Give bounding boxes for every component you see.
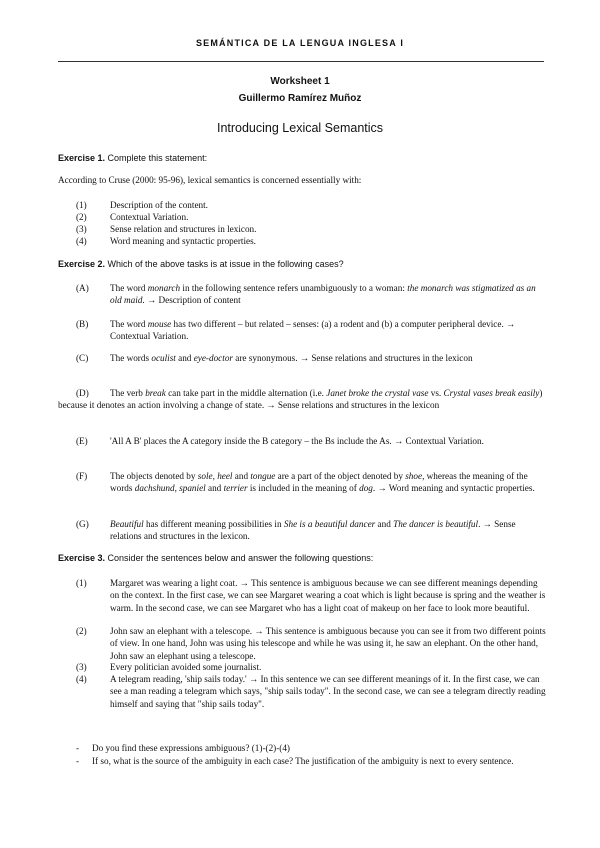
case-label: (B): [76, 319, 89, 329]
exercise-3-label: Exercise 3.: [58, 553, 106, 563]
course-header: SEMÁNTICA DE LA LENGUA INGLESA I: [195, 38, 405, 48]
exercise-1-heading: [58, 153, 548, 163]
case-text: The words oculist and eye-doctor are synonymous. → Sense relations and structures in the lexicon: [110, 353, 473, 363]
case-b: [76, 318, 546, 343]
bullet-dash: -: [76, 756, 80, 766]
exercise-1-label: Exercise 1.: [58, 153, 106, 163]
list-item: [76, 211, 546, 223]
case-text: The verb break can take part in the middle alternation (i.e. Janet broke the crystal vase vs. Crystal vases break easily) because it denotes an action involving a change of state. → Sense relations and structures in the lexicon: [58, 388, 543, 411]
sentence-item: [76, 625, 546, 662]
exercise-2-heading: [58, 259, 548, 269]
exercise-2-instruction: Which of the above tasks is at issue in the following cases?: [105, 259, 344, 269]
item-number: (1): [76, 578, 87, 588]
item-text: Contextual Variation.: [110, 212, 189, 222]
question-item: [76, 755, 546, 767]
case-label: (E): [76, 436, 88, 446]
item-number: (3): [76, 662, 87, 672]
exercise-2-label: Exercise 2.: [58, 259, 106, 269]
exercise-1-intro: According to Cruse (2000: 95-96), lexical semantics is concerned essentially with:: [58, 175, 362, 185]
case-a: [76, 282, 546, 307]
case-text: The word mouse has two different – but related – senses: (a) a rodent and (b) a computer peripheral device. → Contextual Variation.: [110, 319, 516, 342]
case-label: (A): [76, 283, 89, 293]
header-rule: [58, 61, 544, 62]
case-text: 'All A B' places the A category inside the B category – the Bs include the As. → Contextual Variation.: [110, 436, 484, 446]
sentence-item: [76, 577, 546, 614]
case-label: (D): [76, 388, 89, 398]
case-text: The word monarch in the following sentence refers unambiguously to a woman: the monarch was stigmatized as an old maid. → Description of content: [110, 283, 536, 306]
item-number: (3): [76, 224, 87, 234]
sentence-item: [76, 673, 546, 710]
item-number: (4): [76, 674, 87, 684]
list-item: [76, 235, 546, 247]
case-label: (F): [76, 471, 88, 481]
case-label: (C): [76, 353, 89, 363]
item-text: Every politician avoided some journalist.: [110, 662, 262, 672]
exercise-1-instruction: Complete this statement:: [105, 153, 208, 163]
item-text: A telegram reading, 'ship sails today.' → In this sentence we can see different meanings of it. In the first case, we can see a man reading a telegram which says, "ship sails today". In the second case, we can see a telegram directly reading himself and saying that "ship sails today".: [110, 674, 546, 709]
item-text: Margaret was wearing a light coat. → This sentence is ambiguous because we can see different meanings depending on the context. In the first case, we can see Margaret wearing a coat which is light because is spring and the weather is warm. In the second case, we can see Margaret who has a light coat of makeup on her face to look more beautiful.: [110, 578, 546, 613]
exercise-3-heading: [58, 553, 548, 563]
item-number: (2): [76, 212, 87, 222]
case-text: The objects denoted by sole, heel and tongue are a part of the object denoted by shoe, whereas the meaning of the words dachshund, spaniel and terrier is included in the meaning of dog. → Word meaning and syntactic properties.: [110, 471, 535, 494]
case-c: [76, 352, 546, 364]
list-item: [76, 223, 546, 235]
question-text: If so, what is the source of the ambiguity in each case? The justification of the ambiguity is next to every sentence.: [92, 756, 514, 766]
worksheet-subtitle: Introducing Lexical Semantics: [216, 121, 384, 135]
case-f: [76, 470, 546, 495]
author-name: Guillermo Ramírez Muñoz: [238, 93, 362, 104]
sentence-item: [76, 661, 546, 673]
list-item: [76, 199, 546, 211]
case-text: Beautiful has different meaning possibilities in She is a beautiful dancer and The dancer is beautiful. → Sense relations and structures in the lexicon.: [110, 519, 516, 542]
case-e: [76, 435, 546, 447]
item-text: Description of the content.: [110, 200, 208, 210]
item-number: (4): [76, 236, 87, 246]
item-text: John saw an elephant with a telescope. → This sentence is ambiguous because you can see it from two different points of view. In one hand, John was using his telescope and while he was using it, he saw an elephant. On the other hand, John saw an elephant using a telescope.: [110, 626, 546, 661]
item-number: (2): [76, 626, 87, 636]
exercise-3-instruction: Consider the sentences below and answer the following questions:: [105, 553, 374, 563]
question-item: [76, 742, 546, 754]
case-label: (G): [76, 519, 89, 529]
item-text: Word meaning and syntactic properties.: [110, 236, 256, 246]
item-text: Sense relation and structures in lexicon.: [110, 224, 257, 234]
case-g: [76, 518, 546, 543]
bullet-dash: -: [76, 743, 80, 753]
worksheet-title: Worksheet 1: [270, 76, 330, 87]
question-text: Do you find these expressions ambiguous? (1)-(2)-(4): [92, 743, 290, 753]
case-d: [58, 387, 546, 412]
item-number: (1): [76, 200, 87, 210]
